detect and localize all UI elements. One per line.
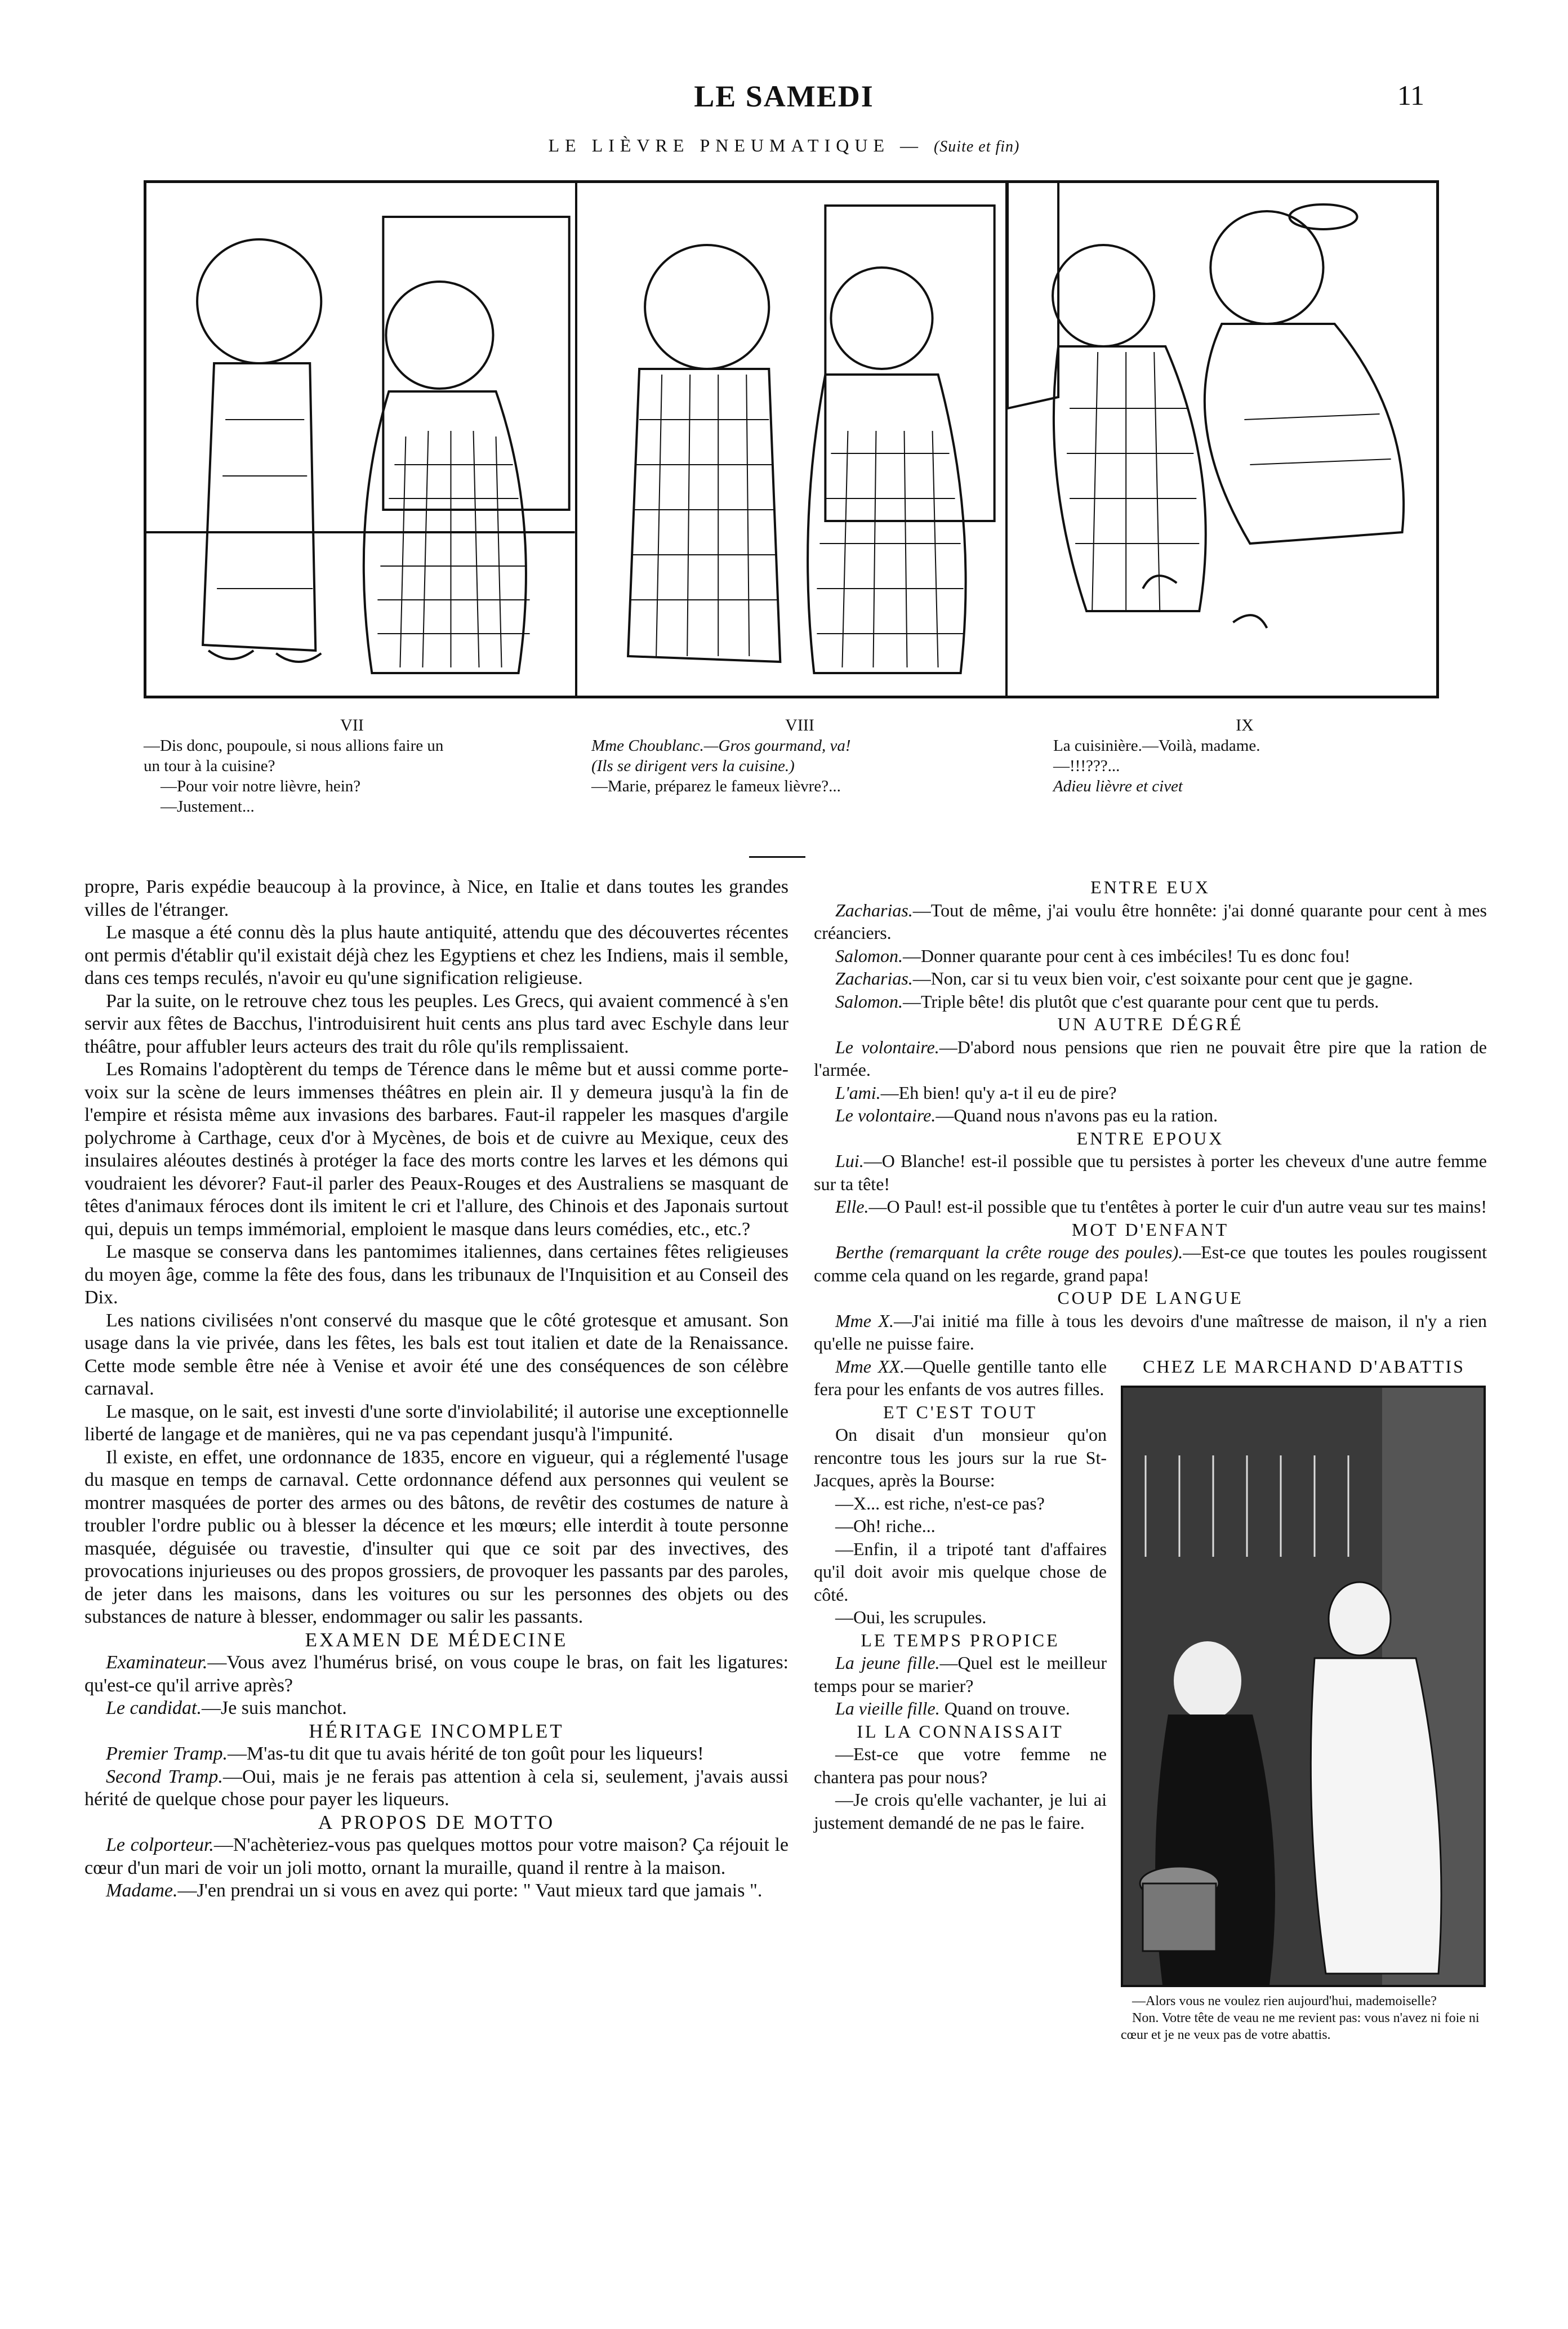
masthead: LE SAMEDI bbox=[694, 79, 874, 113]
panel-8-caption bbox=[591, 715, 1008, 796]
paragraph: Le masque a été connu dès la plus haute antiquité, attendu que des découvertes récentes ont permis d'établir qu'il existait déjà chez les Egyptiens et chez les Indiens, mais il semble, dans ces temps reculés, n'avoir eu qu'une signification religieuse. bbox=[84, 922, 789, 988]
paragraph: Le masque, on le sait, est investi d'une sorte d'inviolabilité; il autorise une exceptionnelle liberté de langage et de manières, qui ne va pas cependant jusqu'à l'impunité. bbox=[84, 1401, 789, 1445]
series-title-text: LE LIÈVRE PNEUMATIQUE — bbox=[548, 135, 924, 155]
panel-7-number: VII bbox=[340, 716, 364, 734]
speaker: Berthe (remarquant la crête rouge des poules). bbox=[835, 1242, 1183, 1262]
dialogue-line bbox=[814, 1651, 1107, 1697]
dialogue-text: —M'as-tu dit que tu avais hérité de ton goût pour les liqueurs! bbox=[227, 1743, 704, 1764]
dialogue-text: —Je suis manchot. bbox=[201, 1698, 347, 1718]
panel-7-caption bbox=[144, 715, 560, 817]
speaker: Le candidat. bbox=[106, 1698, 202, 1718]
speaker: Zacharias. bbox=[835, 899, 913, 920]
section-heading: ET C'EST TOUT bbox=[883, 1401, 1038, 1422]
section-heading: IL LA CONNAISSAIT bbox=[857, 1721, 1064, 1742]
caption-line: —Dis donc, poupoule, si nous allions faire un bbox=[144, 737, 444, 755]
panel-8-drawing bbox=[577, 183, 1006, 696]
paragraph: Le masque se conserva dans les pantomimes italiennes, dans certaines fêtes religieuses du moyen âge, comme la fête des fous, dans les tribunaux de l'Inquisition et au Conseil des Dix. bbox=[84, 1241, 789, 1308]
dialogue-text: —J'ai initié ma fille à tous les devoirs d'une maîtresse de maison, il n'y a rien qu'elle ne puisse faire. bbox=[814, 1310, 1487, 1353]
dialogue-text: —Oui, mais je ne ferais pas attention à cela si, seulement, j'avais aussi hérité de quelque chose pour payer les liqueurs. bbox=[84, 1766, 789, 1810]
comic-strip bbox=[144, 180, 1439, 698]
illustration-block bbox=[1121, 1355, 1487, 2044]
paragraph: Les nations civilisées n'ont conservé du masque que le côté grotesque et amusant. Son usage dans la vie privée, dans les fêtes, les bals est tout italien et date de la Renaissance. Cette mode semble être née à Venise et avoir été une des conséquences de son célèbre carnaval. bbox=[84, 1310, 789, 1399]
paragraph: Par la suite, on le retrouve chez tous les peuples. Les Grecs, qui avaient commencé à s'en servir aux fêtes de Bacchus, l'introduisirent huit cents ans plus tard avec Eschyle dans leur théâtre, pour affubler leurs acteurs des trait du rôle qu'ils remplissaient. bbox=[84, 990, 789, 1057]
speaker: Salomon. bbox=[835, 991, 903, 1012]
comic-panel-8 bbox=[577, 183, 1008, 696]
dialogue-line bbox=[814, 1355, 1107, 1401]
dialogue-line bbox=[814, 1310, 1487, 1355]
speaker: Le volontaire. bbox=[835, 1036, 939, 1057]
speaker: Salomon. bbox=[835, 945, 903, 966]
paragraph: Il existe, en effet, une ordonnance de 1835, encore en vigueur, qui a réglementé l'usage du masque en temps de carnaval. Cette ordonnance défend aux personnes qui veulent se montrer masquées de porter des armes ou des bâtons, de revêtir des costumes de nature à troubler l'ordre public ou à blesser la décence et les mœurs; elle interdit à toute personne masquée, déguisée ou travestie, d'insulter qui que ce soit par des invectives, des provocations injurieuses ou des propos grossiers, de provoquer les passants par des paroles, de jeter dans les maisons, dans les voitures ou sur les personnes des objets ou des substances de nature à blesser, endommager ou salir les passants. bbox=[84, 1446, 789, 1627]
dialogue-text: —Donner quarante pour cent à ces imbéciles! Tu es donc fou! bbox=[903, 945, 1351, 966]
dialogue-text: —N'achèteriez-vous pas quelques mottos pour votre maison? Ça réjouit le cœur d'un mari de voir un joli motto, ornant la muraille, quand il rentre à la maison. bbox=[84, 1834, 789, 1878]
caption-line: —!!!???... bbox=[1053, 757, 1120, 775]
speaker: La vieille fille. bbox=[835, 1698, 940, 1718]
narrow-column bbox=[814, 1355, 1107, 1834]
illustration-caption bbox=[1121, 1993, 1487, 2043]
butcher-shop-illustration bbox=[1121, 1386, 1486, 1987]
divider bbox=[749, 856, 805, 858]
speaker: L'ami. bbox=[835, 1082, 881, 1103]
panel-9-number: IX bbox=[1236, 716, 1254, 734]
dialogue-line bbox=[84, 1834, 789, 1880]
speaker: Premier Tramp. bbox=[106, 1743, 228, 1764]
dialogue-line bbox=[84, 1651, 789, 1697]
speaker: Le colporteur. bbox=[106, 1834, 214, 1855]
section-heading: ENTRE EPOUX bbox=[1076, 1128, 1224, 1148]
dialogue-line bbox=[814, 1241, 1487, 1286]
speaker: Second Tramp. bbox=[106, 1766, 223, 1787]
dialogue-line bbox=[84, 1766, 789, 1811]
page-number: 11 bbox=[1397, 79, 1424, 111]
caption-line: Adieu lièvre et civet bbox=[1053, 777, 1183, 795]
section-heading: UN AUTRE DÉGRÉ bbox=[1057, 1014, 1244, 1034]
section-heading: HÉRITAGE INCOMPLET bbox=[309, 1720, 564, 1742]
speaker: Madame. bbox=[106, 1880, 178, 1901]
caption-line: Mme Choublanc.—Gros gourmand, va! bbox=[591, 737, 851, 755]
speaker: Lui. bbox=[835, 1151, 864, 1171]
caption-line: La cuisinière.—Voilà, madame. bbox=[1053, 737, 1260, 755]
dialogue-text: Quand on trouve. bbox=[944, 1698, 1070, 1718]
dialogue-line bbox=[814, 899, 1487, 945]
dialogue-line bbox=[814, 945, 1487, 968]
dialogue-text: —Tout de même, j'ai voulu être honnête: j'ai donné quarante pour cent à mes créanciers. bbox=[814, 899, 1487, 943]
caption-line: —Justement... bbox=[161, 798, 255, 816]
speaker: Zacharias. bbox=[835, 968, 913, 988]
dialogue-text: —Eh bien! qu'y a-t il eu de pire? bbox=[880, 1082, 1117, 1103]
comic-panel-9 bbox=[1008, 183, 1436, 696]
dialogue-line bbox=[814, 1081, 1487, 1105]
section-heading: COUP DE LANGUE bbox=[1057, 1288, 1244, 1308]
dialogue-line bbox=[84, 1697, 789, 1720]
speaker: Mme XX. bbox=[835, 1356, 905, 1377]
caption-line: —Marie, préparez le fameux lièvre?... bbox=[591, 777, 841, 795]
series-title bbox=[0, 135, 1568, 156]
dialogue-line: —Oui, les scrupules. bbox=[835, 1607, 987, 1627]
panel-9-caption bbox=[1053, 715, 1436, 796]
dialogue-line: —Oh! riche... bbox=[835, 1516, 936, 1536]
dialogue-line bbox=[814, 967, 1487, 990]
dialogue-text: —Non, car si tu veux bien voir, c'est soixante pour cent que je gagne. bbox=[912, 968, 1413, 988]
dialogue-text: —Quelle gentille tanto elle fera pour les enfants de vos autres filles. bbox=[814, 1356, 1107, 1399]
comic-panel-7 bbox=[146, 183, 577, 696]
dialogue-line: —Est-ce que votre femme ne chantera pas pour nous? bbox=[814, 1744, 1107, 1787]
speaker: Mme X. bbox=[835, 1310, 894, 1331]
speaker: Elle. bbox=[835, 1196, 869, 1217]
illustration-title: CHEZ LE MARCHAND D'ABATTIS bbox=[1143, 1356, 1465, 1377]
section-heading: MOT D'ENFANT bbox=[1071, 1219, 1230, 1240]
dialogue-text: —Quel est le meilleur temps pour se marier? bbox=[814, 1653, 1107, 1696]
caption-line: —Pour voir notre lièvre, hein? bbox=[161, 777, 361, 795]
panel-9-drawing bbox=[1008, 183, 1436, 696]
speaker: Examinateur. bbox=[106, 1652, 208, 1673]
series-suffix: (Suite et fin) bbox=[933, 138, 1020, 155]
dialogue-line bbox=[814, 1036, 1487, 1081]
right-column bbox=[814, 876, 1487, 2132]
dialogue-text: —Est-ce que toutes les poules rougissent comme cela quand on les regarde, grand papa! bbox=[814, 1242, 1487, 1285]
speaker: Le volontaire. bbox=[835, 1105, 936, 1125]
panel-7-drawing bbox=[146, 183, 575, 696]
dialogue-text: —O Blanche! est-il possible que tu persistes à porter les cheveux d'une autre femme sur ta tête! bbox=[814, 1151, 1487, 1194]
section-heading: A PROPOS DE MOTTO bbox=[318, 1811, 555, 1833]
dialogue-line bbox=[814, 1195, 1487, 1218]
caption-line: Non. Votre tête de veau ne me revient pas: vous n'avez ni foie ni cœur et je ne veux pas de votre abattis. bbox=[1121, 2011, 1480, 2042]
dialogue-text: —O Paul! est-il possible que tu t'entêtes à porter le cuir d'un autre veau sur tes mains! bbox=[868, 1196, 1487, 1217]
section-heading: EXAMEN DE MÉDECINE bbox=[305, 1628, 568, 1651]
dialogue-text: —J'en prendrai un si vous en avez qui porte: " Vaut mieux tard que jamais ". bbox=[177, 1880, 763, 1901]
dialogue-text: —Vous avez l'humérus brisé, on vous coupe le bras, on fait les ligatures: qu'est-ce qu'il arrive après? bbox=[84, 1652, 789, 1696]
caption-line: (Ils se dirigent vers la cuisine.) bbox=[591, 757, 795, 775]
left-column bbox=[84, 876, 789, 1903]
dialogue-text: —Triple bête! dis plutôt que c'est quarante pour cent que tu perds. bbox=[903, 991, 1379, 1012]
dialogue-line: On disait d'un monsieur qu'on rencontre tous les jours sur la rue St-Jacques, après la Bourse: bbox=[814, 1424, 1107, 1490]
dialogue-line: —X... est riche, n'est-ce pas? bbox=[835, 1493, 1045, 1513]
paragraph: Les Romains l'adoptèrent du temps de Térence dans le même but et aussi comme porte-voix sur la scène de leurs immenses théâtres en plein air. Il y demeura jusqu'à la fin de l'empire et résista même aux invasions des barbares. Faut-il rappeler les masques d'argile polychrome à Carthage, ceux d'or à Mycènes, de bois et de cuivre au Mexique, ceux des insulaires aléoutes destinés à protéger la face des morts contre les larves et les démons qui voudraient les dévorer? Faut-il parler des Peaux-Rouges et des Australiens se masquant de têtes d'animaux féroces dont ils imitent le cri et l'allure, des Chinois et des Japonais surtout qui, depuis un temps immémorial, emploient le masque dans leurs comédies, etc., etc.? bbox=[84, 1059, 789, 1240]
dialogue-line: —Je crois qu'elle vachanter, je lui ai justement demandé de ne pas le faire. bbox=[814, 1789, 1107, 1833]
dialogue-text: —Quand nous n'avons pas eu la ration. bbox=[936, 1105, 1218, 1125]
dialogue-line bbox=[84, 1743, 789, 1766]
section-heading: ENTRE EUX bbox=[1090, 877, 1210, 897]
section-heading: LE TEMPS PROPICE bbox=[861, 1629, 1060, 1650]
dialogue-line bbox=[814, 1104, 1487, 1127]
panel-8-number: VIII bbox=[785, 716, 814, 734]
speaker: La jeune fille. bbox=[835, 1653, 940, 1673]
dialogue-text: —D'abord nous pensions que rien ne pouvait être pire que la ration de l'armée. bbox=[814, 1036, 1487, 1080]
paragraph: propre, Paris expédie beaucoup à la province, à Nice, en Italie et dans toutes les grandes villes de l'étranger. bbox=[84, 876, 789, 920]
dialogue-line bbox=[814, 1150, 1487, 1195]
dialogue-line bbox=[84, 1880, 789, 1903]
caption-line: —Alors vous ne voulez rien aujourd'hui, mademoiselle? bbox=[1132, 1994, 1437, 2009]
dialogue-line bbox=[814, 990, 1487, 1013]
dialogue-line bbox=[814, 1697, 1107, 1720]
butcher-shop-drawing bbox=[1123, 1388, 1484, 1985]
split-area bbox=[814, 1355, 1487, 2132]
dialogue-line: —Enfin, il a tripoté tant d'affaires qu'il doit avoir mis quelque chose de côté. bbox=[814, 1538, 1107, 1605]
caption-line: un tour à la cuisine? bbox=[144, 757, 275, 775]
